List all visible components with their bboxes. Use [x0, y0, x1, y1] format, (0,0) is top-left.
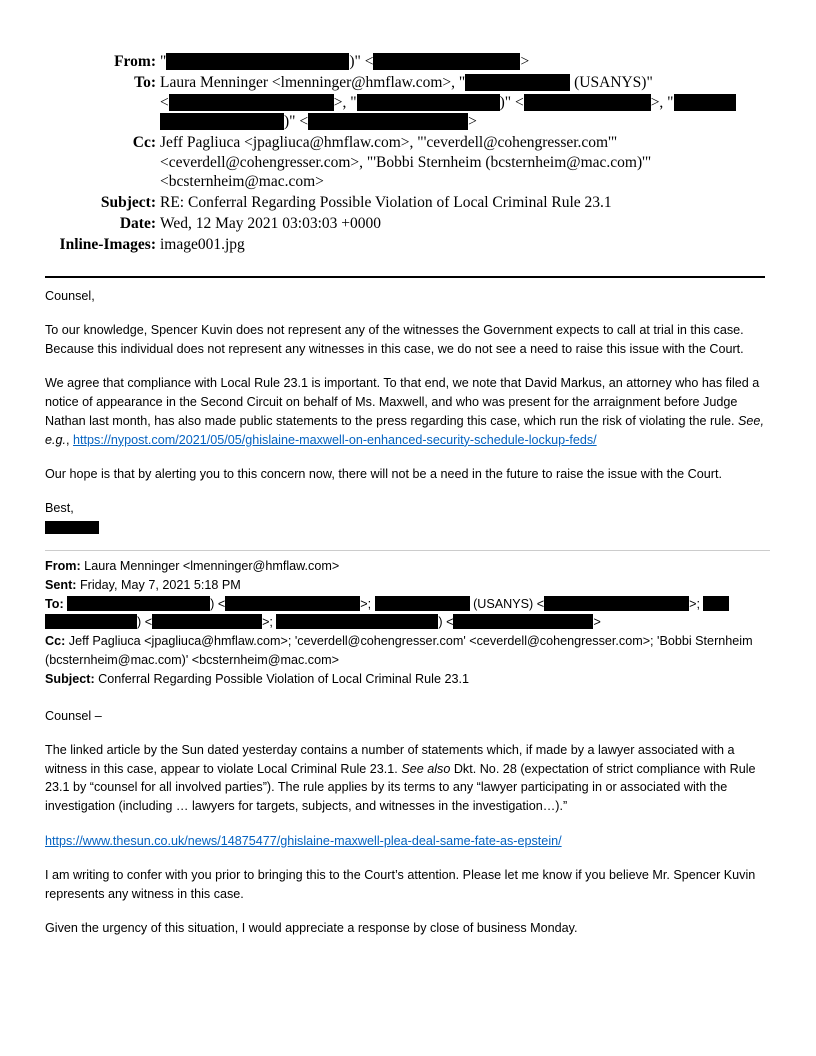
subject-label: Subject: [100, 194, 156, 211]
text: )" < [284, 113, 309, 130]
email-body [45, 287, 775, 953]
paragraph: I am writing to confer with you prior to bringing this to the Court’s attention. Please let me know if you believe Mr. Spencer Kuvin represents any witness in this case. [45, 867, 756, 901]
redaction [375, 596, 470, 611]
text: >; [689, 596, 704, 611]
redaction [67, 596, 210, 611]
text: Conferral Regarding Possible Violation of Local Criminal Rule 23.1 [94, 671, 469, 686]
subject-row [0, 193, 770, 213]
paragraph [45, 741, 775, 816]
from-label: From: [114, 53, 156, 70]
redaction [45, 614, 137, 629]
email-header [0, 52, 770, 256]
text: ) < [438, 615, 454, 630]
text: Dkt. No. 28 (expectation of strict compliance with Rule 23.1 by “counsel for all involved parties”). The rule applies by its terms to any “lawyer participating in or associated with the investigation (including … lawyers for targets, subjects, and witnesses in the investigation…).” [45, 761, 756, 814]
text: >; [360, 596, 375, 611]
redaction [152, 614, 262, 629]
inline-images-label: Inline-Images: [59, 236, 156, 253]
text: Laura Menninger <lmenninger@hmflaw.com> [80, 558, 340, 573]
text: , [66, 432, 74, 447]
citation-signal: See also [401, 761, 451, 776]
text: < [160, 93, 169, 111]
closing: Best, [45, 501, 74, 516]
signature-redaction [45, 521, 99, 534]
to-label: To: [134, 74, 156, 91]
label: To: [45, 596, 64, 611]
text: >, " [333, 93, 357, 111]
text: > [520, 53, 530, 70]
text: )" < [499, 93, 524, 111]
paragraph: Given the urgency of this situation, I would appreciate a response by close of business Monday. [45, 920, 578, 935]
date-row [0, 214, 770, 234]
text: Friday, May 7, 2021 5:18 PM [76, 577, 241, 592]
text: (USANYS)" [570, 74, 653, 91]
thesun-link[interactable]: https://www.thesun.co.uk/news/14875477/ghislaine-maxwell-plea-deal-same-fate-as-epstein/ [45, 833, 562, 848]
text: )" < [349, 53, 374, 70]
paragraph: Our hope is that by alerting you to this concern now, there will not be a need in the future to raise the issue with the Court. [45, 467, 722, 482]
text: > [593, 615, 601, 630]
redaction [703, 596, 729, 611]
text: <bcsternheim@mac.com> [160, 173, 324, 190]
redaction [276, 614, 438, 629]
inline-images-value: image001.jpg [160, 236, 245, 253]
redaction [453, 614, 593, 629]
date-label: Date: [119, 215, 156, 232]
redaction [524, 94, 651, 111]
text: >; [262, 615, 277, 630]
text: We agree that compliance with Local Rule 23.1 is important. To that end, we note that David Markus, an attorney who has filed a notice of appearance in the Second Circuit on behalf of Ms. Maxwell, and who was present for the arraignment before Judge Nathan last month, has also made public statements to the press regarding this case, which run the risk of violating the rule. [45, 376, 760, 428]
text: Jeff Pagliuca <jpagliuca@hmflaw.com>, "'ceverdell@cohengresser.com'" [160, 134, 618, 151]
text: (USANYS) < [469, 596, 545, 611]
label: Subject: [45, 671, 95, 686]
text: >, " [650, 93, 674, 111]
cc-row [0, 133, 770, 192]
redaction [308, 113, 468, 130]
redaction [160, 113, 284, 130]
paragraph: To our knowledge, Spencer Kuvin does not represent any of the witnesses the Government expects to call at trial in this case. Because this individual does not represent any witnesses in this case, we do not see a need to raise this issue with the Court. [45, 323, 744, 357]
nypost-link[interactable]: https://nypost.com/2021/05/05/ghislaine-maxwell-on-enhanced-security-schedule-lockup-feds/ [73, 432, 597, 447]
text: <ceverdell@cohengresser.com>, "'Bobbi Sternheim (bcsternheim@mac.com)'" [160, 153, 652, 171]
date-value: Wed, 12 May 2021 03:03:03 +0000 [160, 215, 382, 232]
paragraph [45, 374, 775, 449]
redaction [544, 596, 689, 611]
quoted-salutation: Counsel – [45, 708, 102, 723]
text: Jeff Pagliuca <jpagliuca@hmflaw.com>; 'ceverdell@cohengresser.com' <ceverdell@cohengresser.com>; 'Bobbi Sternheim (bcsternheim@mac.com)' <bcsternheim@mac.com> [45, 634, 753, 667]
paragraph [45, 832, 775, 851]
redaction [465, 74, 570, 91]
text: Laura Menninger <lmenninger@hmflaw.com>, " [160, 74, 466, 91]
header-divider [45, 276, 765, 278]
text: " [160, 53, 167, 70]
redaction [357, 94, 500, 111]
inline-images-row [0, 235, 770, 255]
citation-signal: See, e.g. [45, 413, 764, 447]
quoted-header [45, 557, 775, 689]
label: Sent: [45, 577, 77, 592]
text: The linked article by the Sun dated yesterday contains a number of statements which, if made by a lawyer associated with a witness in this case, appear to violate Local Criminal Rule 23.1. [45, 742, 735, 776]
from-row [0, 52, 770, 72]
redaction [225, 596, 360, 611]
label: From: [45, 558, 81, 573]
cc-label: Cc: [132, 134, 156, 151]
text: ) < [137, 615, 153, 630]
subject-value: RE: Conferral Regarding Possible Violation of Local Criminal Rule 23.1 [160, 194, 612, 211]
redaction [373, 53, 520, 70]
redaction [674, 94, 736, 111]
text: ) < [210, 596, 226, 611]
text: > [468, 113, 477, 130]
salutation: Counsel, [45, 289, 95, 303]
redaction [166, 53, 349, 70]
redaction [169, 94, 334, 111]
label: Cc: [45, 634, 66, 649]
quoted-divider [45, 550, 770, 551]
to-row [0, 73, 770, 132]
